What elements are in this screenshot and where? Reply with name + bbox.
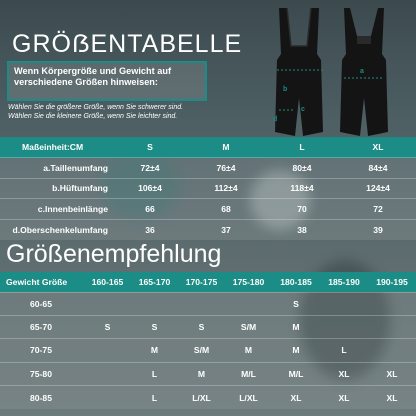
garment-label-a: a (360, 68, 364, 75)
measure-value: 72 (340, 199, 416, 220)
bib-shorts-back-icon (336, 6, 392, 138)
garment-label-d: d (273, 116, 278, 123)
hint-notes (8, 103, 208, 121)
size-cell: M/L (225, 362, 272, 385)
recommendation-header-row (0, 272, 416, 292)
size-cell: XL (320, 362, 368, 385)
note-heavier: Wählen Sie die größere Größe, wenn Sie schwerer sind. (8, 104, 184, 111)
size-cell: S (272, 292, 320, 315)
size-cell: M (178, 362, 225, 385)
size-cell (84, 362, 131, 385)
measure-value: 76±4 (188, 158, 264, 179)
garment-label-b: b (283, 86, 288, 93)
unit-label: Maßeinheit:CM (0, 137, 112, 158)
measure-value: 124±4 (340, 178, 416, 199)
size-cell: M/L (272, 362, 320, 385)
weight-label: 75-80 (0, 362, 84, 385)
size-cell: S (84, 315, 131, 338)
size-cell: L/XL (225, 386, 272, 409)
measure-label: b.Hüftumfang (0, 178, 112, 199)
table-row (0, 219, 416, 240)
bib-shorts-front-icon (271, 6, 327, 138)
size-header: S (112, 137, 188, 158)
table-row (0, 315, 416, 338)
size-cell: M (272, 339, 320, 362)
measure-value: 66 (112, 199, 188, 220)
height-header: 185-190 (320, 272, 368, 292)
measure-value: 37 (188, 219, 264, 240)
measure-value: 118±4 (264, 178, 340, 199)
size-cell (368, 292, 416, 315)
size-cell (84, 292, 131, 315)
size-cell: S (178, 315, 225, 338)
size-cell: S (131, 315, 178, 338)
size-cell: L (131, 362, 178, 385)
note-lighter: Wählen Sie die kleinere Größe, wenn Sie leichter sind. (8, 113, 178, 120)
size-chart-title: GRÖẞENTABELLE (12, 30, 243, 58)
measure-value: 112±4 (188, 178, 264, 199)
measure-value: 70 (264, 199, 340, 220)
table-row (0, 339, 416, 362)
size-cell: S/M (178, 339, 225, 362)
measure-value: 84±4 (340, 158, 416, 179)
measure-value: 38 (264, 219, 340, 240)
recommendation-title: Größenempfehlung (6, 240, 222, 268)
size-cell: L/XL (178, 386, 225, 409)
size-cell (320, 292, 368, 315)
size-cell: XL (368, 386, 416, 409)
size-cell (84, 386, 131, 409)
size-header: L (264, 137, 340, 158)
size-cell: XL (368, 362, 416, 385)
measure-label: a.Taillenumfang (0, 158, 112, 179)
height-header: 190-195 (368, 272, 416, 292)
size-cell (131, 292, 178, 315)
weight-label: 70-75 (0, 339, 84, 362)
height-header: 165-170 (131, 272, 178, 292)
weight-label: 60-65 (0, 292, 84, 315)
height-header: 175-180 (225, 272, 272, 292)
garment-label-c: c (301, 106, 305, 113)
hint-text: Wenn Körpergröße und Gewicht auf verschiedene Größen hinweisen: (14, 66, 172, 87)
weight-label: 80-85 (0, 386, 84, 409)
weight-size-label: Gewicht Größe (0, 272, 84, 292)
measure-label: c.Innenbeinlänge (0, 199, 112, 220)
size-cell (368, 339, 416, 362)
table-row (0, 386, 416, 409)
size-cell: M (225, 339, 272, 362)
height-header: 170-175 (178, 272, 225, 292)
size-chart-table (0, 137, 416, 240)
hint-box (7, 61, 207, 101)
size-header: M (188, 137, 264, 158)
size-header: XL (340, 137, 416, 158)
size-cell: XL (320, 386, 368, 409)
measure-value: 68 (188, 199, 264, 220)
size-cell (178, 292, 225, 315)
size-cell: L (320, 339, 368, 362)
measure-value: 72±4 (112, 158, 188, 179)
table-row (0, 178, 416, 199)
size-cell (84, 339, 131, 362)
table-row (0, 292, 416, 315)
size-cell: S/M (225, 315, 272, 338)
size-chart-header-row (0, 137, 416, 158)
size-cell: M (272, 315, 320, 338)
bib-shorts-front-image (271, 6, 327, 138)
table-row (0, 199, 416, 220)
measure-value: 39 (340, 219, 416, 240)
size-cell: M (131, 339, 178, 362)
weight-label: 65-70 (0, 315, 84, 338)
size-cell (368, 315, 416, 338)
size-cell (320, 315, 368, 338)
measure-value: 80±4 (264, 158, 340, 179)
height-header: 160-165 (84, 272, 131, 292)
height-header: 180-185 (272, 272, 320, 292)
size-cell: XL (272, 386, 320, 409)
measure-label: d.Oberschenkelumfang (0, 219, 112, 240)
size-cell: L (131, 386, 178, 409)
measure-value: 106±4 (112, 178, 188, 199)
measure-value: 36 (112, 219, 188, 240)
recommendation-table (0, 272, 416, 409)
table-row (0, 158, 416, 179)
table-row (0, 362, 416, 385)
bib-shorts-back-image (336, 6, 392, 138)
size-cell (225, 292, 272, 315)
